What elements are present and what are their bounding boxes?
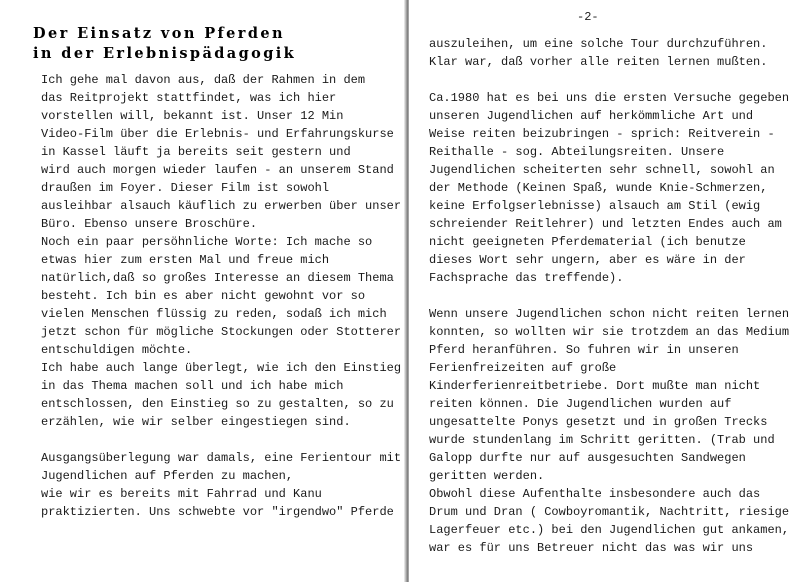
- text-line: entschuldigen möchte.: [41, 343, 193, 357]
- text-line: natürlich,daß so großes Interesse an diesem Thema: [41, 271, 394, 285]
- left-body-text: [41, 71, 401, 521]
- text-line: Fachsprache das treffende).: [429, 271, 624, 285]
- text-line: konnten, so wollten wir sie trotzdem an das Medium: [429, 325, 790, 339]
- text-line: schreiender Reitlehrer) und letzten Endes auch am: [429, 217, 782, 231]
- text-line: in Kassel läuft ja bereits seit gestern und: [41, 145, 351, 159]
- text-line: Weise reiten beizubringen - sprich: Reitverein -: [429, 127, 775, 141]
- text-line: Lagerfeuer etc.) bei den Jugendlichen gut ankamen,: [429, 523, 790, 537]
- text-line: Büro. Ebenso unsere Broschüre.: [41, 217, 258, 231]
- text-line: dieses Wort sehr ungern, aber es wäre in der: [429, 253, 746, 267]
- text-line: Jugendlichen auf Pferden zu machen,: [41, 469, 294, 483]
- text-line: der Methode (Keinen Spaß, wunde Knie-Schmerzen,: [429, 181, 768, 195]
- text-line: Ich gehe mal davon aus, daß der Rahmen in dem: [41, 73, 366, 87]
- text-line: geritten werden.: [429, 469, 545, 483]
- text-line: wurde stundenlang im Schritt geritten. (Trab und: [429, 433, 775, 447]
- text-line: Ca.1980 hat es bei uns die ersten Versuche gegeben: [429, 91, 790, 105]
- text-line: Reithalle - sog. Abteilungsreiten. Unsere: [429, 145, 725, 159]
- text-line: nicht geeigneten Pferdematerial (ich benutze: [429, 235, 746, 249]
- text-line: ausleihbar alsauch käuflich zu erwerben über unser: [41, 199, 402, 213]
- text-line: draußen im Foyer. Dieser Film ist sowohl: [41, 181, 330, 195]
- text-line: Pferd heranführen. So fuhren wir in unseren: [429, 343, 739, 357]
- text-line: Kinderferienreitbetriebe. Dort mußte man nicht: [429, 379, 761, 393]
- text-line: Ausgangsüberlegung war damals, eine Ferientour mit: [41, 451, 402, 465]
- text-line: vorstellen will, bekannt ist. Unser 12 Min: [41, 109, 344, 123]
- title-line: Der Einsatz von Pferden: [33, 25, 285, 42]
- text-line: vielen Menschen flüssig zu reden, sodaß ich mich: [41, 307, 387, 321]
- text-line: Drum und Dran ( Cowboyromantik, Nachtritt, riesige: [429, 505, 790, 519]
- text-line: ungesattelte Ponys gesetzt und in großen Trecks: [429, 415, 768, 429]
- text-line: besteht. Ich bin es aber nicht gewohnt vor so: [41, 289, 366, 303]
- text-line: wie wir es bereits mit Fahrrad und Kanu: [41, 487, 322, 501]
- text-line: entschlossen, den Einstieg so zu gestalten, so zu: [41, 397, 394, 411]
- text-line: unseren Jugendlichen auf herkömmliche Art und: [429, 109, 754, 123]
- text-line: das Reitprojekt stattfindet, was ich hier: [41, 91, 337, 105]
- paragraph-gap: [429, 287, 789, 305]
- text-line: Jugendlichen scheiterten sehr schnell, sowohl an: [429, 163, 775, 177]
- text-line: erzählen, wie wir selber eingestiegen sind.: [41, 415, 351, 429]
- text-line: Klar war, daß vorher alle reiten lernen mußten.: [429, 55, 768, 69]
- text-line: Galopp durfte nur auf ausgesuchten Sandwegen: [429, 451, 746, 465]
- paragraph-gap: [429, 71, 789, 89]
- paragraph-gap: [41, 431, 401, 449]
- text-line: Noch ein paar persöhnliche Worte: Ich mache so: [41, 235, 373, 249]
- right-body-text: [429, 35, 789, 557]
- page-number: -2-: [577, 10, 599, 24]
- text-line: etwas hier zum ersten Mal und freue mich: [41, 253, 330, 267]
- document-title: [33, 24, 296, 64]
- text-line: in das Thema machen soll und ich habe mich: [41, 379, 344, 393]
- text-line: Wenn unsere Jugendlichen schon nicht reiten lernen: [429, 307, 790, 321]
- text-line: Ferienfreizeiten auf große: [429, 361, 617, 375]
- text-line: wird auch morgen wieder laufen - an unserem Stand: [41, 163, 394, 177]
- text-line: auszuleihen, um eine solche Tour durchzuführen.: [429, 37, 768, 51]
- text-line: praktizierten. Uns schwebte vor "irgendwo" Pferde: [41, 505, 394, 519]
- text-line: Video-Film über die Erlebnis- und Erfahrungskurse: [41, 127, 394, 141]
- text-line: Obwohl diese Aufenthalte insbesondere auch das: [429, 487, 761, 501]
- text-line: reiten können. Die Jugendlichen wurden auf: [429, 397, 732, 411]
- text-line: war es für uns Betreuer nicht das was wir uns: [429, 541, 754, 555]
- title-line: in der Erlebnispädagogik: [33, 45, 297, 62]
- text-line: keine Erfolgserlebnisse) alsauch am Stil (ewig: [429, 199, 761, 213]
- text-line: jetzt schon für mögliche Stockungen oder Stotterer: [41, 325, 402, 339]
- text-line: Ich habe auch lange überlegt, wie ich den Einstieg: [41, 361, 402, 375]
- right-page: [409, 0, 800, 582]
